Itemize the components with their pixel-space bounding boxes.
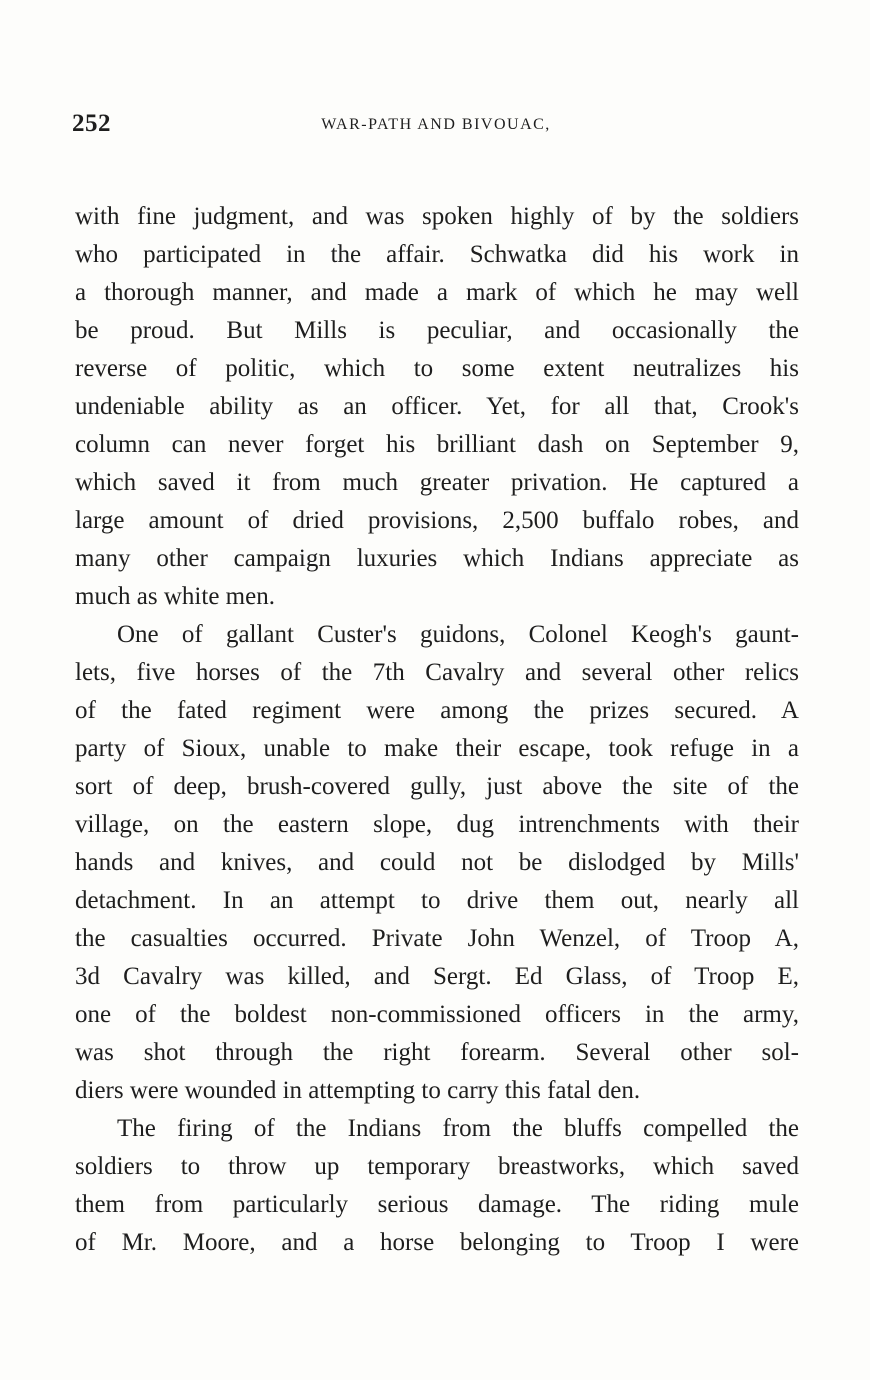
text-line: sort of deep, brush-covered gully, just above the site of the [75, 773, 799, 800]
page-number: 252 [72, 110, 111, 137]
text-line: be proud. But Mills is peculiar, and occasionally the [75, 317, 799, 344]
text-line: party of Sioux, unable to make their escape, took refuge in a [75, 735, 799, 762]
text-line: hands and knives, and could not be dislodged by Mills' [75, 849, 799, 876]
paragraph-1 [75, 198, 799, 616]
text-line: with fine judgment, and was spoken highly of by the soldiers [75, 203, 799, 230]
text-line: large amount of dried provisions, 2,500 buffalo robes, and [75, 507, 799, 534]
text-line: who participated in the affair. Schwatka did his work in [75, 241, 799, 268]
text-line: diers were wounded in attempting to carry this fatal den. [75, 1077, 641, 1104]
text-line: a thorough manner, and made a mark of which he may well [75, 279, 799, 306]
text-line: column can never forget his brilliant dash on September 9, [75, 431, 799, 458]
text-line: many other campaign luxuries which Indians appreciate as [75, 545, 799, 572]
paragraph-2 [75, 616, 799, 1110]
text-line: soldiers to throw up temporary breastworks, which saved [75, 1153, 799, 1180]
text-line: which saved it from much greater privation. He captured a [75, 469, 799, 496]
page-header [72, 110, 800, 146]
text-line: one of the boldest non-commissioned officers in the army, [75, 1001, 799, 1028]
text-line: them from particularly serious damage. The riding mule [75, 1191, 799, 1218]
text-line: One of gallant Custer's guidons, Colonel Keogh's gaunt- [117, 621, 799, 648]
text-line: the casualties occurred. Private John Wenzel, of Troop A, [75, 925, 799, 952]
text-line: The firing of the Indians from the bluffs compelled the [117, 1115, 799, 1142]
text-line: 3d Cavalry was killed, and Sergt. Ed Glass, of Troop E, [75, 963, 799, 990]
text-line: lets, five horses of the 7th Cavalry and several other relics [75, 659, 799, 686]
running-head: WAR-PATH AND BIVOUAC, [321, 116, 551, 133]
text-line: village, on the eastern slope, dug intrenchments with their [75, 811, 799, 838]
paragraph-3 [75, 1110, 799, 1262]
text-line: detachment. In an attempt to drive them out, nearly all [75, 887, 799, 914]
text-line: reverse of politic, which to some extent neutralizes his [75, 355, 799, 382]
text-line: undeniable ability as an officer. Yet, for all that, Crook's [75, 393, 799, 420]
body-text [75, 198, 799, 1262]
text-line: was shot through the right forearm. Several other sol- [75, 1039, 799, 1066]
text-line: of Mr. Moore, and a horse belonging to Troop I were [75, 1229, 799, 1256]
text-line: much as white men. [75, 583, 275, 610]
text-line: of the fated regiment were among the prizes secured. A [75, 697, 799, 724]
